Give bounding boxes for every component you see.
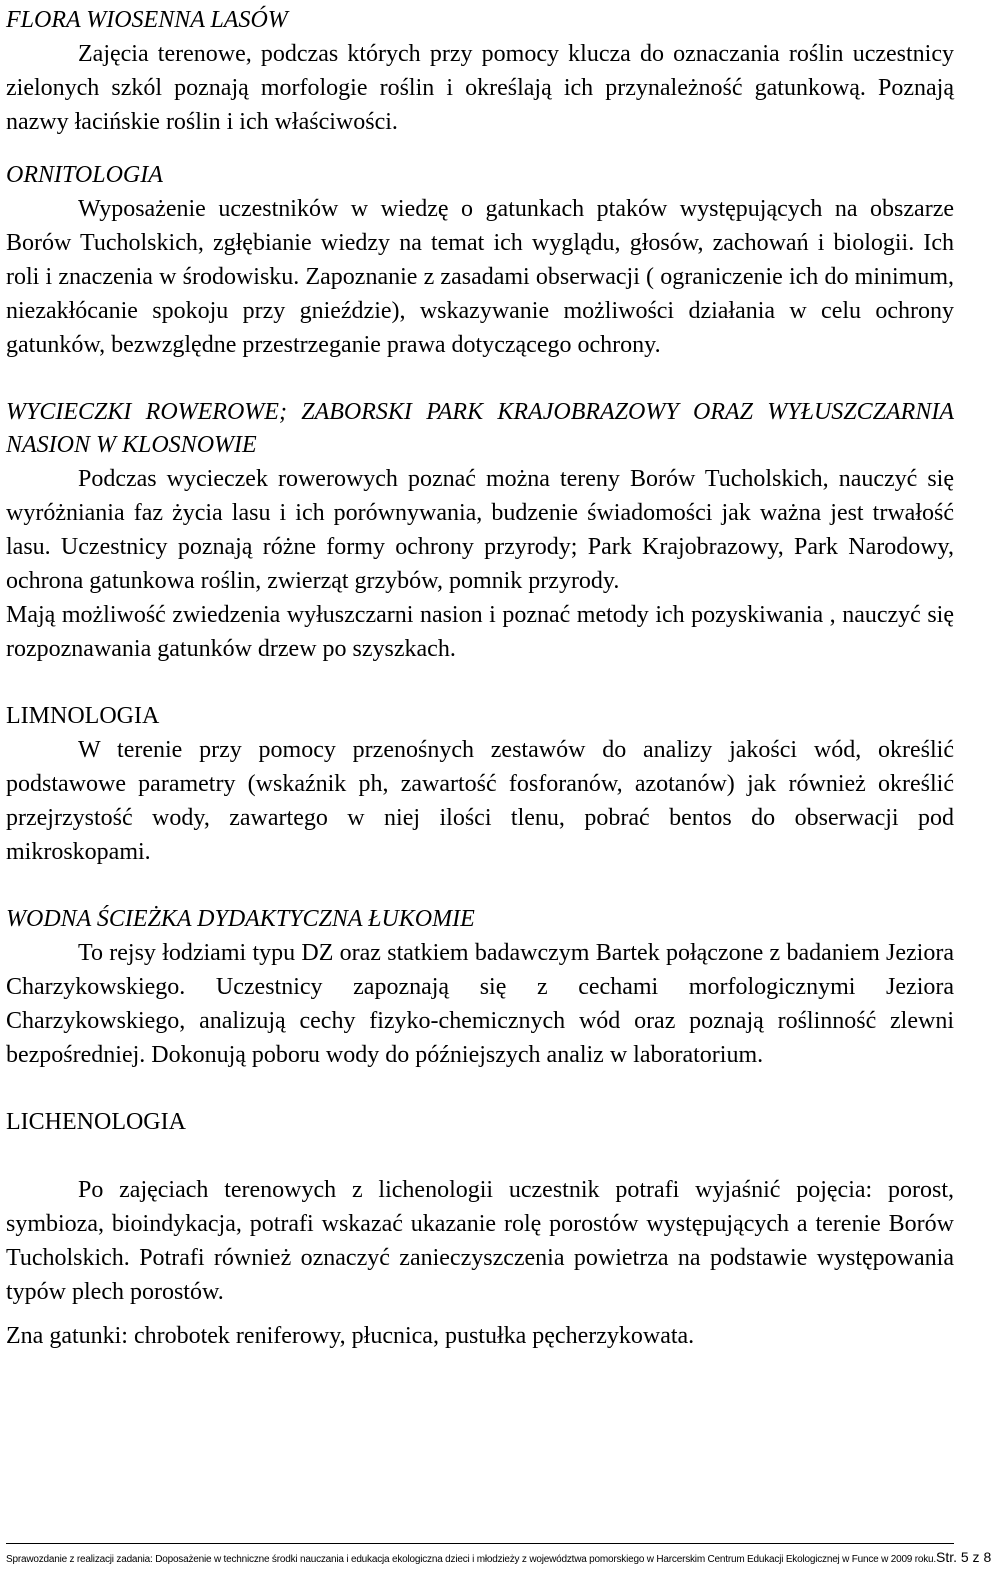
section-body-lichenologia: Po zajęciach terenowych z lichenologii uczestnik potrafi wyjaśnić pojęcia: porost, symbioza, bioindykacja, potrafi wskazać ukazanie rolę porostów występujących a terenie Borów Tucholskich. Potrafi również oznaczyć zanieczyszczenia powietrza na podstawie występowania typów plech porostów. [6,1177,954,1305]
section-heading-wycieczki: WYCIECZKI ROWEROWE; ZABORSKI PARK KRAJOBRAZOWY ORAZ WYŁUSZCZARNIA NASION W KLOSNOWIE [6,399,954,458]
section-body-wycieczki: Podczas wycieczek rowerowych poznać można tereny Borów Tucholskich, nauczyć się wyróżniania faz życia lasu i ich porównywania, budzenie świadomości jak ważna jest trwałość lasu. Uczestnicy poznają różne formy ochrony przyrody; Park Krajobrazowy, Park Narodowy, ochrona gatunkowa roślin, zwierząt grzybów, pomnik przyrody. [6,466,954,594]
document-page [6,4,954,1353]
section-heading-wodna-sciezka: WODNA ŚCIEŻKA DYDAKTYCZNA ŁUKOMIE [6,906,475,932]
section-body2-lichenologia: Zna gatunki: chrobotek reniferowy, płucnica, pustułka pęcherzykowata. [6,1323,695,1349]
section-body-flora: Zajęcia terenowe, podczas których przy pomocy klucza do oznaczania roślin uczestnicy zielonych szkól poznają morfologie roślin i określają ich przynależność gatunkową. Poznają nazwy łacińskie roślin i ich właściwości. [6,41,954,135]
section-heading-lichenologia: LICHENOLOGIA [6,1109,186,1135]
footer-report-title: Sprawozdanie z realizacji zadania: Doposażenie w techniczne środki nauczania i edukacja ekologiczna dzieci i młodzieży z województwa pomorskiego w Harcerskim Centrum Edukacji Ekologicznej w Funce w 2009 roku. [6,1554,936,1565]
section-body-limnologia: W terenie przy pomocy przenośnych zestawów do analizy jakości wód, określić podstawowe parametry (wskaźnik ph, zawartość fosforanów, azotanów) jak również określić przejrzystość wody, zawartego w niej ilości tlenu, pobrać bentos do obserwacji pod mikroskopami. [6,737,954,865]
section-heading-limnologia: LIMNOLOGIA [6,703,160,729]
section-body2-wycieczki: Mają możliwość zwiedzenia wyłuszczarni nasion i poznać metody ich pozyskiwania , nauczyć się rozpoznawania gatunków drzew po szyszkach. [6,602,954,662]
footer-page-number: Str. 5 z 8 [935,1549,991,1565]
section-body-wodna-sciezka: To rejsy łodziami typu DZ oraz statkiem badawczym Bartek połączone z badaniem Jeziora Charzykowskiego. Uczestnicy zapoznają się z cechami morfologicznymi Jeziora Charzykowskiego, analizują cechy fizyko-chemicznych wód oraz poznają roślinność zlewni bezpośredniej. Dokonują poboru wody do późniejszych analiz w laboratorium. [6,940,954,1068]
section-heading-flora: FLORA WIOSENNA LASÓW [6,7,288,33]
section-heading-ornitologia: ORNITOLOGIA [6,162,163,188]
page-footer [6,1543,991,1565]
section-body-ornitologia: Wyposażenie uczestników w wiedzę o gatunkach ptaków występujących na obszarze Borów Tucholskich, zgłębianie wiedzy na temat ich wyglądu, głosów, zachowań i biologii. Ich roli i znaczenia w środowisku. Zapoznanie z zasadami obserwacji ( ograniczenie ich do minimum, niezakłócanie spokoju przy gnieździe), wskazywanie możliwości działania w celu ochrony gatunków, bezwzględne przestrzeganie prawa dotyczącego ochrony. [6,196,954,358]
